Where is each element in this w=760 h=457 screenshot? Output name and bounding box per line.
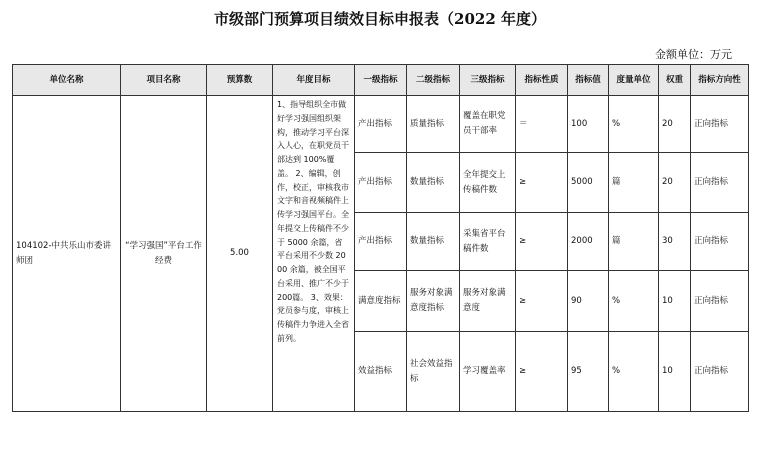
header-cell: 度量单位: [609, 65, 659, 96]
level2-indicator-cell: 数量指标: [407, 153, 460, 213]
direction-cell: 正向指标: [691, 332, 749, 412]
header-cell: 年度目标: [273, 65, 355, 96]
indicator-value-cell: 5000: [568, 153, 609, 213]
indicator-nature-cell: ≥: [516, 332, 568, 412]
measure-unit-cell: %: [609, 96, 659, 153]
level1-indicator-cell: 产出指标: [355, 153, 407, 213]
direction-cell: 正向指标: [691, 271, 749, 332]
level3-indicator-cell: 服务对象满意度: [460, 271, 516, 332]
level2-indicator-cell: 社会效益指标: [407, 332, 460, 412]
header-cell: 指标性质: [516, 65, 568, 96]
level3-indicator-cell: 采集省平台稿件数: [460, 213, 516, 271]
header-cell: 指标方向性: [691, 65, 749, 96]
weight-cell: 20: [659, 96, 691, 153]
indicator-nature-cell: ＝: [516, 96, 568, 153]
direction-cell: 正向指标: [691, 213, 749, 271]
header-row: [13, 65, 749, 96]
budget-cell: 5.00: [207, 96, 273, 412]
indicator-value-cell: 90: [568, 271, 609, 332]
level2-indicator-cell: 质量指标: [407, 96, 460, 153]
weight-cell: 30: [659, 213, 691, 271]
header-cell: 指标值: [568, 65, 609, 96]
header-cell: 一级指标: [355, 65, 407, 96]
level1-indicator-cell: 效益指标: [355, 332, 407, 412]
weight-cell: 10: [659, 271, 691, 332]
indicator-nature-cell: ≥: [516, 271, 568, 332]
indicator-value-cell: 2000: [568, 213, 609, 271]
level1-indicator-cell: 产出指标: [355, 96, 407, 153]
weight-cell: 20: [659, 153, 691, 213]
weight-cell: 10: [659, 332, 691, 412]
unit-name-cell: 104102-中共乐山市委讲师团: [13, 96, 121, 412]
indicator-value-cell: 100: [568, 96, 609, 153]
indicator-value-cell: 95: [568, 332, 609, 412]
level1-indicator-cell: 满意度指标: [355, 271, 407, 332]
level2-indicator-cell: 数量指标: [407, 213, 460, 271]
level3-indicator-cell: 覆盖在职党员干部率: [460, 96, 516, 153]
amount-unit-label: 金额单位：万元: [655, 48, 732, 61]
direction-cell: 正向指标: [691, 96, 749, 153]
direction-cell: 正向指标: [691, 153, 749, 213]
measure-unit-cell: %: [609, 271, 659, 332]
measure-unit-cell: %: [609, 332, 659, 412]
indicator-nature-cell: ≥: [516, 153, 568, 213]
header-cell: 单位名称: [13, 65, 121, 96]
measure-unit-cell: 篇: [609, 153, 659, 213]
performance-goal-table: [12, 64, 749, 412]
level2-indicator-cell: 服务对象满意度指标: [407, 271, 460, 332]
header-cell: 权重: [659, 65, 691, 96]
header-cell: 项目名称: [121, 65, 207, 96]
header-cell: 预算数: [207, 65, 273, 96]
project-name-cell: “学习强国”平台工作经费: [121, 96, 207, 412]
header-cell: 三级指标: [460, 65, 516, 96]
header-cell: 二级指标: [407, 65, 460, 96]
indicator-nature-cell: ≥: [516, 213, 568, 271]
annual-goal-cell: 1、指导组织全市做好学习强国组织架构，推动学习平台深入人心，在职党员干部达到 100%覆盖。 2、编辑，创作，校正，审核我市文字和音视频稿件上传学习强国平台。全年提交上传稿件不少于 5000 余篇，省平台采用不少数 2000 余篇，被全国平台采用、推广不少于 200篇。 3、效果：党员参与度，审核上传稿件力争进入全省前列。: [273, 96, 355, 412]
level3-indicator-cell: 全年提交上传稿件数: [460, 153, 516, 213]
page-title: 市级部门预算项目绩效目标申报表（2022 年度）: [214, 10, 546, 28]
measure-unit-cell: 篇: [609, 213, 659, 271]
level3-indicator-cell: 学习覆盖率: [460, 332, 516, 412]
level1-indicator-cell: 产出指标: [355, 213, 407, 271]
table-row: [13, 96, 749, 153]
